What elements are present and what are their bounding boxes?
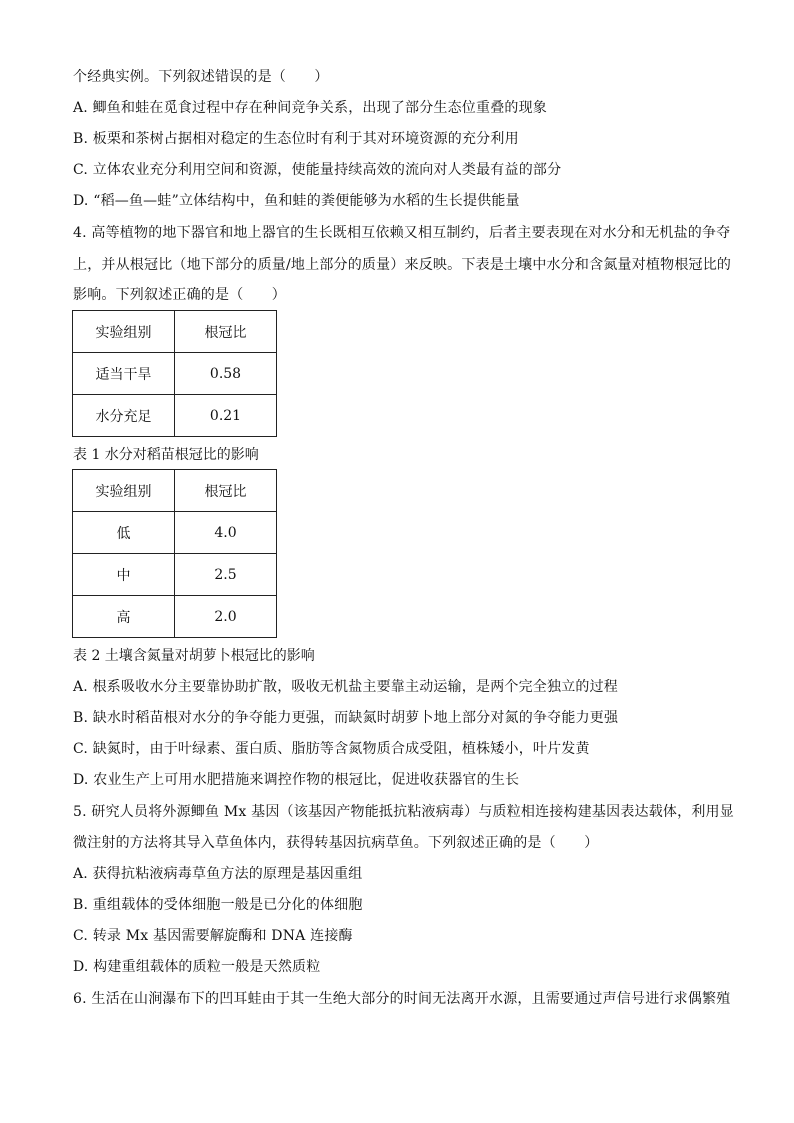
table-cell: 适当干旱 (73, 353, 175, 395)
q5-option-d: D. 构建重组载体的质粒一般是天然质粒 (73, 959, 321, 975)
q4-stem-line-1: 4. 高等植物的地下器官和地上器官的生长既相互依赖又相互制约，后者主要表现在对水分和无机盐的争夺 (73, 225, 731, 241)
table-header-row (73, 470, 277, 512)
q5-option-a: A. 获得抗粘液病毒草鱼方法的原理是基因重组 (73, 866, 363, 882)
table-cell: 0.21 (175, 395, 277, 437)
q4-stem-line-3: 影响。下列叙述正确的是（ ） (73, 287, 286, 303)
table-row (73, 554, 277, 596)
q3-option-d: D. “稻—鱼—蛙”立体结构中，鱼和蛙的粪便能够为水稻的生长提供能量 (73, 193, 520, 209)
q4-option-d: D. 农业生产上可用水肥措施来调控作物的根冠比，促进收获器官的生长 (73, 772, 520, 788)
q4-option-c: C. 缺氮时，由于叶绿素、蛋白质、脂肪等含氮物质合成受阻，植株矮小，叶片发黄 (73, 741, 590, 757)
q5-option-c: C. 转录 Mx 基因需要解旋酶和 DNA 连接酶 (73, 928, 353, 944)
table-cell: 水分充足 (73, 395, 175, 437)
q5-option-b: B. 重组载体的受体细胞一般是已分化的体细胞 (73, 897, 363, 913)
table-cell: 2.5 (175, 554, 277, 596)
table-2-caption: 表 2 土壤含氮量对胡萝卜根冠比的影响 (73, 648, 315, 664)
table-1-caption: 表 1 水分对稻苗根冠比的影响 (73, 447, 259, 463)
table-header-cell: 实验组别 (73, 470, 175, 512)
q3-option-c: C. 立体农业充分利用空间和资源，使能量持续高效的流向对人类最有益的部分 (73, 162, 562, 178)
table-header-cell: 根冠比 (175, 311, 277, 353)
table-cell: 中 (73, 554, 175, 596)
table-1-water (72, 310, 277, 437)
table-header-row (73, 311, 277, 353)
table-row (73, 512, 277, 554)
table-row (73, 353, 277, 395)
table-cell: 高 (73, 596, 175, 638)
q5-stem-line-2: 微注射的方法将其导入草鱼体内，获得转基因抗病草鱼。下列叙述正确的是（ ） (73, 835, 599, 851)
q5-stem-line-1: 5. 研究人员将外源鲫鱼 Mx 基因（该基因产物能抵抗粘液病毒）与质粒相连接构建基因表达载体，利用显 (73, 804, 734, 820)
q3-intro-tail: 个经典实例。下列叙述错误的是（ ） (73, 69, 329, 85)
table-cell: 0.58 (175, 353, 277, 395)
table-2-nitrogen (72, 469, 277, 638)
table-cell: 低 (73, 512, 175, 554)
q4-option-a: A. 根系吸收水分主要靠协助扩散，吸收无机盐主要靠主动运输，是两个完全独立的过程 (73, 679, 619, 695)
q4-stem-line-2: 上，并从根冠比（地下部分的质量/地上部分的质量）来反映。下表是土壤中水分和含氮量对植物根冠比的 (73, 257, 732, 273)
table-header-cell: 根冠比 (175, 470, 277, 512)
q3-option-b: B. 板栗和茶树占据相对稳定的生态位时有利于其对环境资源的充分利用 (73, 131, 519, 147)
table-header-cell: 实验组别 (73, 311, 175, 353)
table-row (73, 395, 277, 437)
table-cell: 2.0 (175, 596, 277, 638)
q4-option-b: B. 缺水时稻苗根对水分的争夺能力更强，而缺氮时胡萝卜地上部分对氮的争夺能力更强 (73, 710, 619, 726)
table-row (73, 596, 277, 638)
table-cell: 4.0 (175, 512, 277, 554)
q3-option-a: A. 鲫鱼和蛙在觅食过程中存在种间竞争关系，出现了部分生态位重叠的现象 (73, 100, 548, 116)
q6-stem-line-1: 6. 生活在山涧瀑布下的凹耳蛙由于其一生绝大部分的时间无法离开水源，且需要通过声信号进行求偶繁殖 (73, 991, 731, 1007)
